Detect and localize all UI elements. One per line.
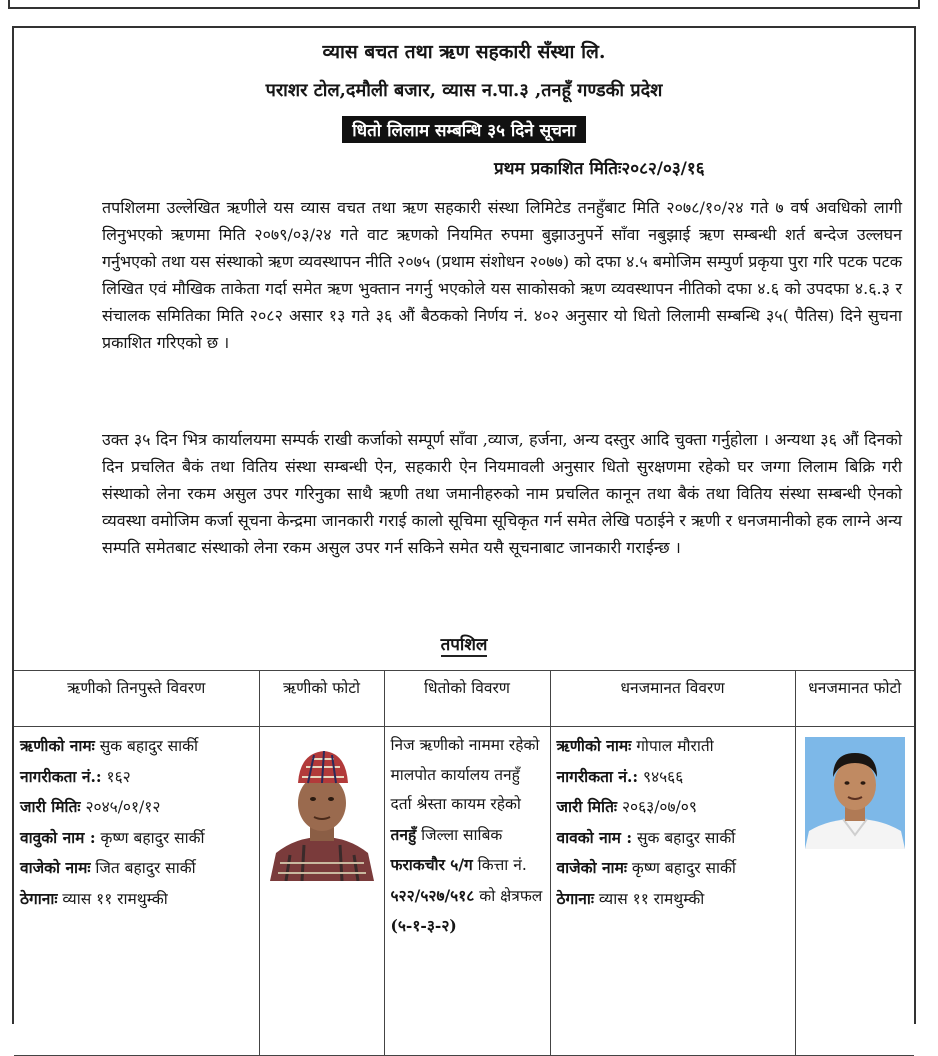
column-header-collateral: धितोको विवरण [384, 671, 550, 727]
borrower-father: वावुको नाम : कृष्ण बहादुर सार्की [20, 827, 205, 847]
borrower-grandfather: वाजेको नामः जित बहादुर सार्की [20, 858, 196, 877]
notice-title-wrap [14, 116, 914, 143]
guarantor-photo [805, 737, 905, 849]
column-header-guarantor: धनजमानत विवरण [550, 671, 795, 727]
guarantor-details [550, 727, 795, 1056]
borrower-issue-date: जारी मितिः २०४५/०१/१२ [20, 797, 161, 816]
organization-name: व्यास बचत तथा ऋण सहकारी सँस्था लि. [322, 41, 606, 63]
guarantor-issue-date: जारी मितिः २०६३/०७/०९ [556, 797, 697, 816]
details-table [14, 670, 914, 1056]
column-header-borrower: ऋणीको तिनपुस्ते विवरण [14, 671, 259, 727]
borrower-name: ऋणीको नामः सुक बहादुर सार्की [20, 736, 199, 755]
guarantor-photo-cell [795, 727, 914, 1056]
guarantor-citizenship: नागरीकता नं.: ९४५६६ [556, 766, 684, 786]
notice-paragraph-2: उक्त ३५ दिन भित्र कार्यालयमा सम्पर्क राखी कर्जाको सम्पूर्ण साँवा ,व्याज, हर्जना, अन्य दस्तुर आदि चुक्ता गर्नुहोला । अन्यथा ३६ औं दिनको दिन प्रचलित बैकं तथा वितिय संस्था सम्बन्धी ऐन, सहकारी ऐन नियमावली अनुसार धितो सुरक्षणमा रहेको घर जग्गा लिलाम बिक्रि गरी संस्थाको लेना रकम असुल उपर गरिनुका साथै ऋणी तथा जमानीहरुको नाम प्रचलित कानून तथा बैकं तथा वितिय संस्था सम्बन्धी ऐनको व्यवस्था वमोजिम कर्जा सूचना केन्द्रमा जानकारी गराई कालो सूचिमा सूचिकृत गर्न समेत लेखि पठाईने र ऋणी र धनजमानीको हक लाग्ने अन्य सम्पति समेतबाट संस्थाको लेना रकम असुल उपर गर्न सकिने समेत यसै सूचनाबाट जानकारी गराईन्छ । [102, 430, 902, 557]
notice-paragraph-1: तपशिलमा उल्लेखित ऋणीले यस व्यास वचत तथा ऋण सहकारी संस्था लिमिटेड तनहुँबाट मिति २०७८/१०/२४ गते ७ वर्ष अवधिको लागी लिनुभएको ऋणमा मिति २०७९/०३/२४ गते वाट ऋणको नियमित रुपमा बुझाउनुपर्ने साँवा नबुझाई ऋण सम्बन्धी शर्त बन्देज उल्लघन गर्नुभएको तथा यस संस्थाको ऋण व्यवस्थापन नीति २०७५ (प्रथाम संशोधन २०७७) को दफा ४.५ बमोजिम सम्पुर्ण प्रकृया पुरा गरि पटक पटक लिखित एवं मौखिक ताकेता गर्दा समेत ऋण भुक्तान नगर्नु भएकोले यस साकोसको ऋण व्यवस्थापन नीतिको दफा ४.६ को उपदफा ४.६.३ र संचालक समितिका मिति २०८२ असार १३ गते ३६ औं बैठकको निर्णय नं. ४०२ अनुसार यो धितो लिलामी सम्बन्धि ३५( पैतिस) दिने सुचना प्रकाशित गरिएको छ । [102, 198, 902, 352]
schedule-heading: तपशिल [440, 635, 488, 655]
column-header-guarantor-photo: धनजमानत फोटो [795, 671, 914, 727]
guarantor-grandfather: वाजेको नामः कृष्ण बहादुर सार्की [556, 858, 736, 877]
borrower-photo-cell [259, 727, 384, 1056]
borrower-address: ठेगानाः व्यास ११ रामथुम्की [20, 888, 168, 908]
collateral-details: निज ऋणीको नाममा रहेको मालपोत कार्यालय तनहुँ दर्ता श्रेस्ता कायम रहेको तनहुँ जिल्ला साबिक फराकचौर ५/ग कित्ता नं. ५२२/५२७/५१८ को क्षेत्रफल (५-१-३-२) [384, 727, 550, 1056]
table-row [14, 727, 914, 1056]
borrower-details [14, 727, 259, 1056]
auction-notice [12, 26, 916, 1024]
table-header-row [14, 671, 914, 727]
guarantor-name: ऋणीको नामः गोपाल मौराती [556, 736, 714, 755]
published-date: प्रथम प्रकाशित मितिः२०८२/०३/१६ [494, 159, 705, 179]
previous-notice-border [8, 0, 920, 9]
organization-address: पराशर टोल,दमौली बजार, व्यास न.पा.३ ,तनहूँ गण्डकी प्रदेश [265, 80, 663, 101]
schedule-heading-wrap [14, 632, 914, 655]
borrower-citizenship: नागरीकता नं.: १६२ [20, 766, 131, 786]
guarantor-father: वावको नाम : सुक बहादुर सार्की [556, 827, 736, 847]
column-header-borrower-photo: ऋणीको फोटो [259, 671, 384, 727]
notice-title: धितो लिलाम सम्बन्धि ३५ दिने सूचना [342, 116, 586, 143]
guarantor-address: ठेगानाः व्यास ११ रामथुम्की [556, 888, 705, 908]
borrower-photo [266, 741, 378, 881]
